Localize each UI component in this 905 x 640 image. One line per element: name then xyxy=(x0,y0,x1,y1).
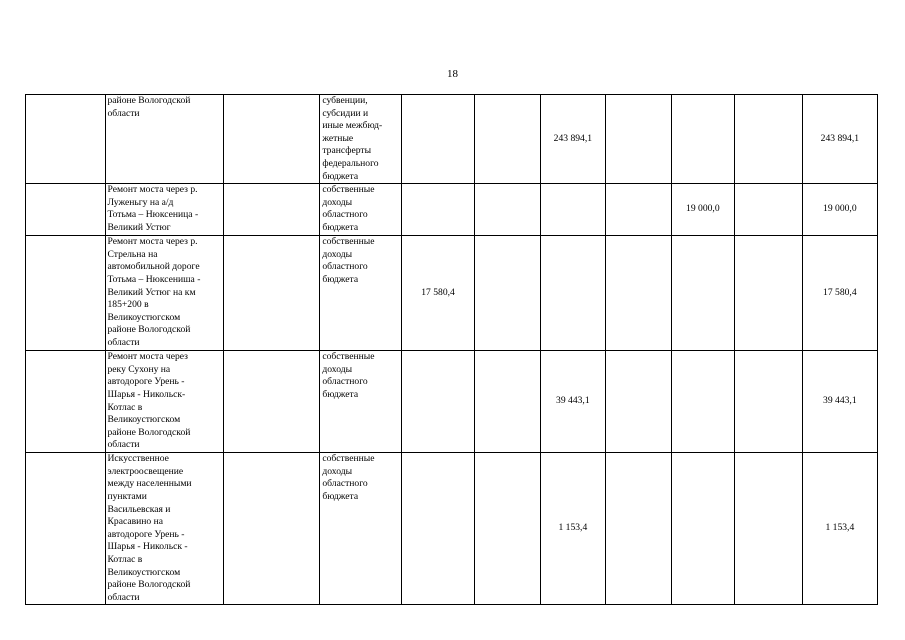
value-cell xyxy=(540,184,606,236)
empty-cell xyxy=(223,236,320,351)
value-cell xyxy=(671,95,734,184)
value-cell xyxy=(402,184,475,236)
source-cell xyxy=(320,95,402,184)
object-cell xyxy=(105,453,223,605)
total-cell: 243 894,1 xyxy=(802,95,877,184)
row-index-cell xyxy=(26,184,106,236)
value-cell: 1 153,4 xyxy=(540,453,606,605)
object-cell xyxy=(105,236,223,351)
value-cell xyxy=(540,236,606,351)
empty-cell xyxy=(223,95,320,184)
funding-source: субвенции, субсидии и иные межбюд- жетные трансферты федерального бюджета xyxy=(322,95,383,182)
value-cell xyxy=(475,236,541,351)
funding-source: собственные доходы областного бюджета xyxy=(322,351,375,400)
value-cell xyxy=(606,184,672,236)
empty-cell xyxy=(223,351,320,453)
empty-cell xyxy=(223,184,320,236)
value-cell xyxy=(606,351,672,453)
value-cell xyxy=(735,236,803,351)
table-row xyxy=(26,184,878,236)
object-cell xyxy=(105,184,223,236)
source-cell xyxy=(320,236,402,351)
empty-cell xyxy=(223,453,320,605)
row-index-cell xyxy=(26,351,106,453)
page-number: 18 xyxy=(447,68,458,80)
object-name: Ремонт моста через р. Стрельна на автомобильной дороге Тотьма – Нюксениша - Великий Устюг на км 185+200 в Великоустюгском районе Вологодской области xyxy=(107,236,201,348)
value-cell: 19 000,0 xyxy=(671,184,734,236)
funding-source: собственные доходы областного бюджета xyxy=(322,236,375,285)
row-index-cell xyxy=(26,95,106,184)
value-cell xyxy=(606,453,672,605)
row-index-cell xyxy=(26,453,106,605)
budget-table xyxy=(25,94,878,605)
total-cell: 19 000,0 xyxy=(802,184,877,236)
source-cell xyxy=(320,351,402,453)
object-cell xyxy=(105,351,223,453)
object-name: Ремонт моста через р. Луженьгу на а/д Тотьма – Нюксеница - Великий Устюг xyxy=(107,184,199,233)
funding-source: собственные доходы областного бюджета xyxy=(322,184,375,233)
value-cell xyxy=(671,453,734,605)
value-cell xyxy=(606,236,672,351)
value-cell xyxy=(735,351,803,453)
value-cell: 243 894,1 xyxy=(540,95,606,184)
value-cell xyxy=(735,184,803,236)
value-cell xyxy=(671,236,734,351)
row-index-cell xyxy=(26,236,106,351)
table-row xyxy=(26,453,878,605)
value-cell xyxy=(735,453,803,605)
total-cell: 1 153,4 xyxy=(802,453,877,605)
value-cell xyxy=(475,453,541,605)
table-row xyxy=(26,95,878,184)
value-cell xyxy=(402,95,475,184)
value-cell xyxy=(402,453,475,605)
funding-source: собственные доходы областного бюджета xyxy=(322,453,375,502)
value-cell xyxy=(475,95,541,184)
value-cell xyxy=(475,184,541,236)
value-cell xyxy=(475,351,541,453)
source-cell xyxy=(320,453,402,605)
object-cell xyxy=(105,95,223,184)
value-cell: 17 580,4 xyxy=(402,236,475,351)
value-cell xyxy=(671,351,734,453)
table-row xyxy=(26,351,878,453)
table-row xyxy=(26,236,878,351)
object-name: Ремонт моста через реку Сухону на автодороге Урень - Шарья - Никольск- Котлас в Великоустюгском районе Вологодской области xyxy=(107,351,191,451)
total-cell: 39 443,1 xyxy=(802,351,877,453)
value-cell xyxy=(735,95,803,184)
value-cell: 39 443,1 xyxy=(540,351,606,453)
value-cell xyxy=(606,95,672,184)
value-cell xyxy=(402,351,475,453)
object-name: Искусственное электроосвещение между населенными пунктами Васильевская и Красавино на автодороге Урень - Шарья - Никольск - Котлас в Великоустюгском районе Вологодской области xyxy=(107,453,192,603)
object-name: районе Вологодской области xyxy=(107,95,191,119)
source-cell xyxy=(320,184,402,236)
total-cell: 17 580,4 xyxy=(802,236,877,351)
